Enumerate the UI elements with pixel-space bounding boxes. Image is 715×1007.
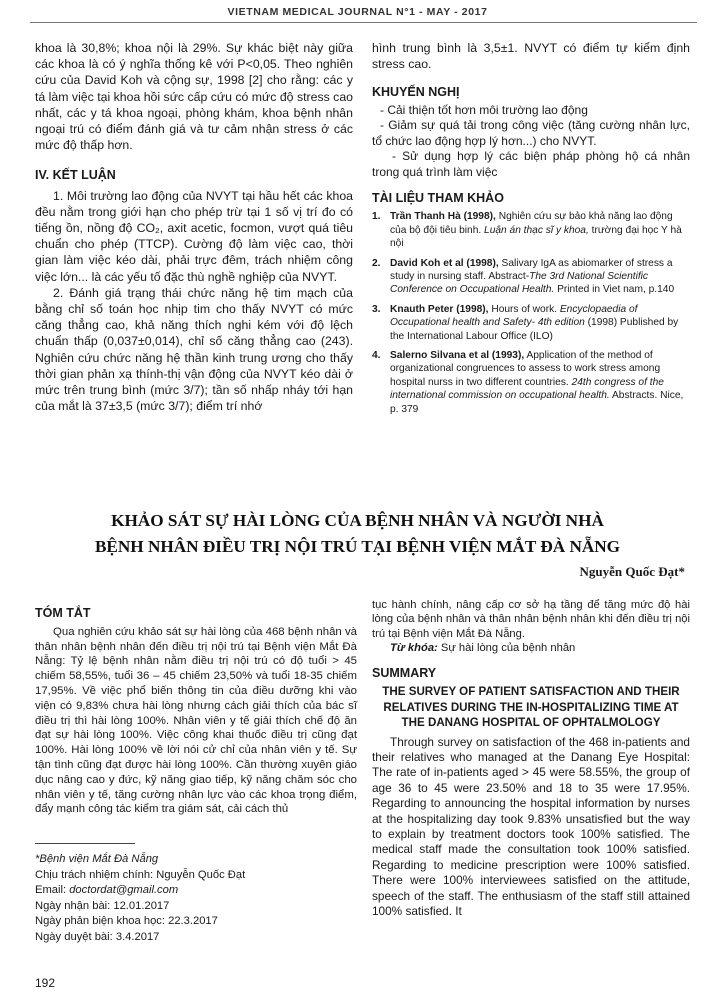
recommendation-1: - Cải thiện tốt hơn môi trường lao động (380, 102, 588, 117)
reference-item (372, 349, 690, 416)
section-title-conclusion: IV. KẾT LUẬN (35, 168, 116, 183)
section-title-references: TÀI LIỆU THAM KHẢO (372, 191, 504, 206)
footnote (35, 852, 245, 946)
reference-body: Application of the method of organizational congruences to assess to work stress among hospital nurss in two different countries. (390, 349, 661, 388)
reference-number: 4. (372, 349, 381, 361)
reference-body: Salivary IgA as abiomarker of stress a study in nursing staff. Abstract- (390, 257, 673, 282)
reference-list (372, 210, 690, 416)
recommendation-2: - Giảm sự quá tải trong công việc (tăng cường nhân lực, tổ chức lao động hợp lý hơn...) cho NVYT. (372, 118, 690, 148)
reference-body: Nghiên cứu sự bảo khả năng lao động của bộ đội tiêu binh. (390, 211, 673, 236)
reference-tail: (1998) Published by the International Labour Office (ILO) (390, 317, 679, 342)
reference-text (390, 257, 690, 297)
reference-text (390, 210, 690, 250)
reference-text (390, 303, 690, 343)
keywords-label: Từ khóa: (390, 642, 438, 655)
article-title-line-2: BỆNH NHÂN ĐIỀU TRỊ NỘI TRÚ TẠI BỆNH VIỆN MẮT ĐÀ NẴNG (94, 537, 621, 556)
reference-author: Salerno Silvana et al (1993), (390, 349, 525, 361)
reference-source: The 3rd National Scientific Conference on Occupational Health. (390, 270, 649, 296)
reference-text (390, 349, 690, 416)
footnote-approved: Ngày duyệt bài: 3.4.2017 (35, 930, 160, 943)
section-title-recommendations: KHUYẾN NGHỊ (372, 85, 460, 100)
reference-tail: Abstracts. Nice, p. 379 (390, 390, 684, 415)
reference-body: Hours of work. (488, 303, 560, 315)
page-number: 192 (35, 976, 56, 990)
article-title (40, 508, 675, 560)
summary-title: SUMMARY (372, 665, 437, 680)
reference-author: Trần Thanh Hà (1998), (390, 211, 496, 223)
reference-tail: trường đại học Y hà nội (390, 224, 682, 250)
summary-text: Through survey on satisfaction of the 468 in-patients and their relatives who managed at the Danang Eye Hospital: The rate of in-patients aged > 45 were 58.55%, the group of age 36 to 45 were 23.50% and 18 to 35 were 17.95%. Regarding to announcing the hospital information by nurses at the hospitalizing day took 9.83% unsatisfied but the way to explain by treatment doctors took 100% satisfied. The medical staff made the consultation took 100% satisfied. Regarding to medicine prescription were 100% satisfied. There were 100% interviewees satisfied on the attitude, speech of the staff. The enthusiasm of the staff still attained 100% satisfied. It (372, 734, 690, 918)
footnote-responsible: Chịu trách nhiệm chính: Nguyễn Quốc Đạt (35, 868, 246, 881)
reference-source: Luận án thạc sĩ y khoa, (484, 224, 589, 236)
left-paragraph-1: khoa là 30,8%; khoa nội là 29%. Sự khác biệt này giữa các khoa là có ý nghĩa thống kê với P<0,05. Theo nghiên cứu của David Koh và cộng sự, 1998 [2] cho rằng: các y tá làm việc tại khoa hồi sức cấp cứu có mức độ stress cao nhất, các y tá khoa ngoại, phòng khám, khoa bệnh nhân ngoại trú có điểm đánh giá và tư cảm nhận stress ở các mức độ thấp hơn. (35, 41, 353, 153)
keywords-value: Sự hài lòng của bệnh nhân (437, 642, 576, 655)
reference-source: Encyclopaedia of Occupational health and Safety- 4th edition (390, 303, 638, 329)
reference-author: David Koh et al (1998), (390, 257, 499, 269)
footnote-received: Ngày nhận bài: 12.01.2017 (35, 899, 170, 912)
reference-source: 24th congress of the international commission on occupational health. (390, 376, 664, 402)
article-author: Nguyễn Quốc Đạt* (579, 564, 685, 579)
right-column (372, 40, 690, 422)
footnote-affiliation: *Bệnh viện Mắt Đà Nẵng (35, 853, 159, 865)
reference-item (372, 257, 690, 297)
recommendation-3: - Sử dụng hợp lý các biện pháp phòng hộ cá nhân trong quá trình làm việc (372, 149, 690, 179)
footnote-email (35, 883, 245, 899)
reference-author: Knauth Peter (1998), (390, 303, 489, 315)
reference-number: 3. (372, 303, 381, 315)
article-title-line-1: KHẢO SÁT SỰ HÀI LÒNG CỦA BỆNH NHÂN VÀ NGƯỜI NHÀ (111, 511, 604, 530)
reference-tail: Printed in Viet nam, p.140 (554, 284, 675, 296)
abstract-continued: tục hành chính, nâng cấp cơ sở hạ tầng để tăng mức độ hài lòng của bệnh nhân và thân nhân bệnh nhân khi đến điều trị nội trú tại Bệnh viện Mắt Đà Nẵng. (372, 599, 690, 640)
journal-header: VIETNAM MEDICAL JOURNAL N°1 - MAY - 2017 (227, 6, 488, 18)
left-paragraph-2: 1. Môi trường lao động của NVYT tại hầu hết các khoa đều nằm trong giới hạn cho phép trừ tại 1 số vị trí đo có tiếng ồn, nồng độ CO₂, axit acetic, focmon, vượt quá tiêu chuẩn cho phép (TTCP). Cường độ làm việc cao, thời gian làm việc kéo dài, phải trực đêm, trách nhiệm công việc lớn... là các yếu tố đặc thù nghề nghiệp của NVYT. (35, 188, 353, 284)
left-paragraph-3: 2. Đánh giá trạng thái chức năng hệ tim mạch của bằng chỉ số toán học nhịp tim cho thấy NVYT có mức căng thẳng cao, khả năng thích nghi kém với độ lệch chuẩn thấp (0,037±0,014), chỉ số căng thẳng cao (243). Nghiên cứu chức năng hệ thần kinh trung ương cho thấy thời gian phản xạ thính-thị vận động của NVYT kéo dài ở mức trên trung bình (mức 3/7); tần số nhấp nháy tới hạn của mắt là 37±3,5 (mức 3/7); điểm trí nhớ (35, 285, 353, 414)
abstract-title: TÓM TẮT (35, 606, 91, 620)
abstract-right-column (372, 598, 690, 919)
abstract-text: Qua nghiên cứu khảo sát sự hài lòng của 468 bệnh nhân và thân nhân bệnh nhân đến điều trị nội trú tại Bệnh viện Mắt Đà Nẵng: Tỷ lệ bệnh nhân nằm điều trị nội trú có độ tuổi > 45 chiếm 58,55%, tuổi 36 – 45 chiếm 23,50% và tuổi 18-35 chiếm 17,95%. Về việc phổ biến thông tin của điều dưỡng khi vào viện có 9,83% chưa hài lòng nhưng cách giải thích của bác sĩ điều trị thì hài lòng 100%. Nhân viên y tế giải thích chế độ ăn đạt sự hài lòng 100%. Việc công khai thuốc điều trị cũng đạt 100%. Hài lòng 100% về lời nói cử chỉ của nhân viên y tế. Sự tận tình cũng đạt được hài lòng 100%. Cần thường xuyên giáo dục nâng cao y đức, kỹ năng giao tiếp, kỹ năng chăm sóc cho nhân viên y tế, tăng cường nhân lực vào các khoa trọng điểm, đẩy mạnh công tác kiểm tra giám sát, cải cách thủ (35, 625, 357, 816)
reference-number: 1. (372, 211, 381, 223)
abstract-vietnamese (35, 606, 357, 817)
email-label: Email: (35, 884, 70, 897)
left-column (35, 40, 353, 414)
right-paragraph-1: hình trung bình là 3,5±1. NVYT có điểm tự kiểm định stress cao. (372, 41, 690, 72)
reference-item (372, 210, 690, 250)
reference-item (372, 303, 690, 343)
header-rule (30, 22, 697, 23)
footnote-rule (35, 843, 135, 844)
footnote-reviewed: Ngày phản biện khoa học: 22.3.2017 (35, 915, 218, 928)
email-address: doctordat@gmail.com (69, 884, 179, 897)
summary-heading: THE SURVEY OF PATIENT SATISFACTION AND THEIR RELATIVES DURING THE IN-HOSPITALIZING TIME AT THE DANANG HOSPITAL OF OPHTALMOLOGY (382, 685, 680, 730)
reference-number: 2. (372, 257, 381, 269)
keywords (372, 641, 690, 655)
